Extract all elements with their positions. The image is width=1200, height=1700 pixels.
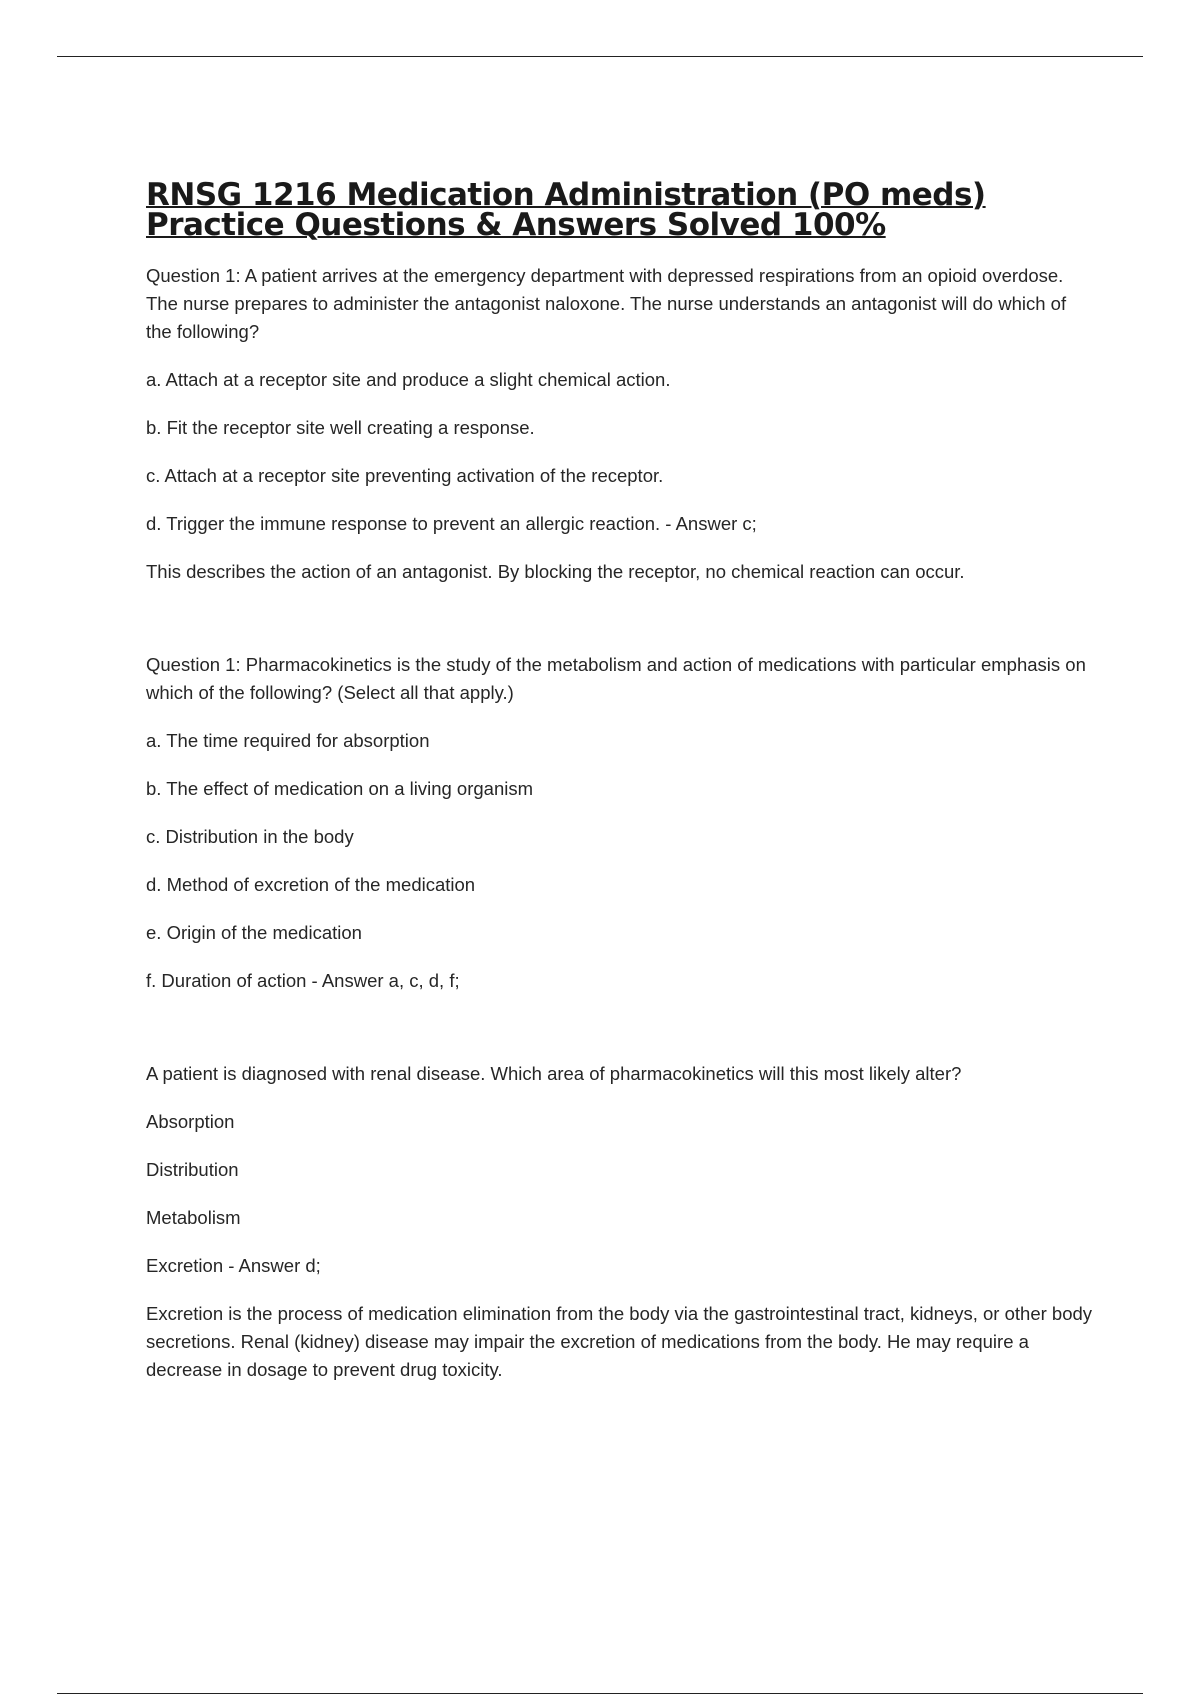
top-page-rule — [57, 56, 1143, 57]
section-spacer — [146, 606, 1096, 651]
answer-option: a. Attach at a receptor site and produce a slight chemical action. — [146, 369, 671, 390]
question-stem: A patient is diagnosed with renal disease. Which area of pharmacokinetics will this most likely alter? — [146, 1063, 962, 1084]
answer-option: b. Fit the receptor site well creating a response. — [146, 417, 535, 438]
answer-option: Metabolism — [146, 1207, 241, 1228]
answer-option: e. Origin of the medication — [146, 922, 362, 943]
answer-option: Excretion - Answer d; — [146, 1255, 321, 1276]
answer-option: b. The effect of medication on a living organism — [146, 778, 534, 799]
document-title-line-1: RNSG 1216 Medication Administration (PO meds) — [146, 177, 986, 213]
answer-option: Absorption — [146, 1111, 235, 1132]
answer-option: c. Distribution in the body — [146, 826, 354, 847]
document-title — [146, 177, 1096, 243]
document-body — [146, 177, 1096, 1404]
question-block-3 — [146, 1060, 1096, 1384]
question-stem: Question 1: A patient arrives at the emergency department with depressed respirations from an opioid overdose. The nurse prepares to administer the antagonist naloxone. The nurse understands an antagonist will do which of the following? — [146, 265, 1067, 342]
answer-option: f. Duration of action - Answer a, c, d, f; — [146, 970, 460, 991]
question-block-2 — [146, 651, 1096, 995]
answer-option: c. Attach at a receptor site preventing activation of the receptor. — [146, 465, 664, 486]
question-stem: Question 1: Pharmacokinetics is the study of the metabolism and action of medications with particular emphasis on which of the following? (Select all that apply.) — [146, 654, 1086, 703]
answer-rationale: This describes the action of an antagonist. By blocking the receptor, no chemical reaction can occur. — [146, 561, 965, 582]
bottom-page-rule — [57, 1693, 1143, 1694]
answer-option: a. The time required for absorption — [146, 730, 430, 751]
section-spacer — [146, 1015, 1096, 1060]
document-title-line-2: Practice Questions & Answers Solved 100% — [146, 207, 886, 243]
question-block-1 — [146, 262, 1096, 586]
answer-option: d. Trigger the immune response to prevent an allergic reaction. - Answer c; — [146, 513, 757, 534]
answer-option: d. Method of excretion of the medication — [146, 874, 476, 895]
answer-rationale: Excretion is the process of medication elimination from the body via the gastrointestinal tract, kidneys, or other body secretions. Renal (kidney) disease may impair the excretion of medications from the body. He may require a decrease in dosage to prevent drug toxicity. — [146, 1303, 1093, 1380]
answer-option: Distribution — [146, 1159, 239, 1180]
